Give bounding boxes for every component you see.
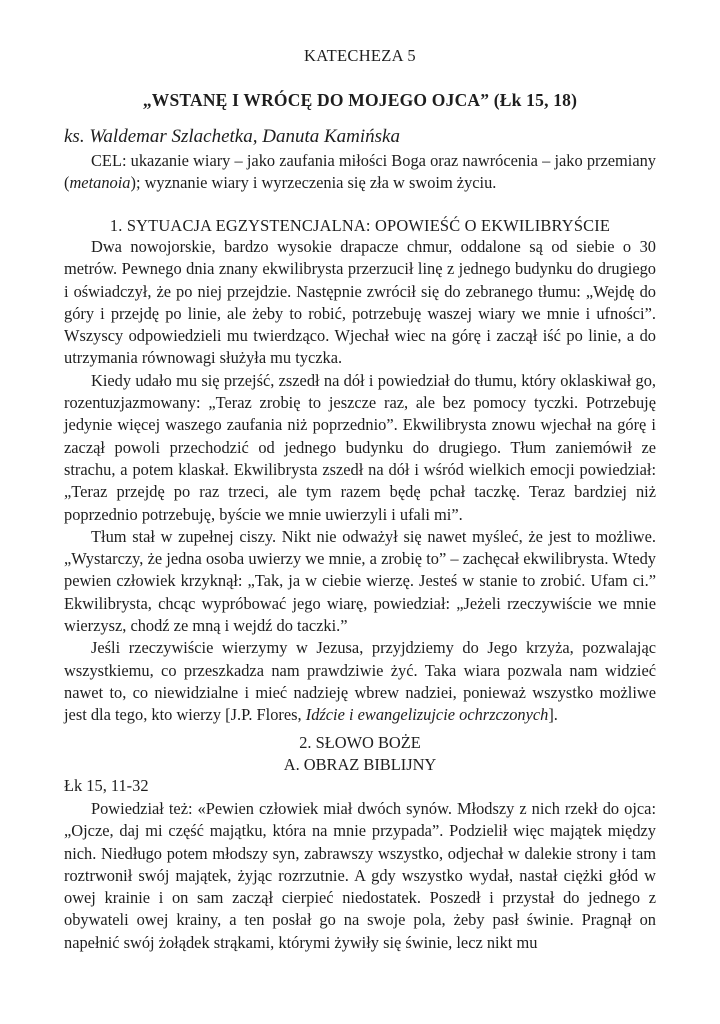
cel-emphasis: metanoia	[69, 173, 131, 193]
running-header: KATECHEZA 5	[304, 46, 416, 65]
section-1-paragraph-4	[64, 637, 656, 726]
p4-text-after: ].	[548, 705, 558, 725]
cel-text-before: CEL: ukazanie wiary – jako zaufania miłości Boga oraz nawrócenia – jako przemiany (	[64, 151, 656, 193]
section-1-paragraph-1: Dwa nowojorskie, bardzo wysokie drapacze chmur, oddalone są od siebie o 30 metrów. Pewnego dnia znany ekwilibrysta przerzucił linę z jednego budynku do drugiego i oświadczył, że po niej przejdzie. Następnie zwrócił się do zebranego tłumu: „Wejdę do góry i przejdę po linie, ale żeby to robić, potrzebuję waszej wiary we mnie i ufności”. Wszyscy odpowiedzieli mu twierdząco. Wjechał wiec na górę i zaczął iść po linie, a do utrzymania równowagi służyła mu tyczka.	[64, 237, 656, 368]
p4-text-before: Jeśli rzeczywiście wierzymy w Jezusa, przyjdziemy do Jego krzyża, pozwalając wszystkiemu, co przeszkadza nam prawdziwie żyć. Taka wiara pozwala nam widzieć nawet to, co niewidzialne i mieć nadzieję wbrew nadziei, ponieważ wszystko możliwe jest dla tego, kto wierzy [J.P. Flores,	[64, 638, 656, 725]
section-1-heading: 1. SYTUACJA EGZYSTENCJALNA: OPOWIEŚĆ O EKWILIBRYŚCIE	[109, 216, 611, 235]
authors-line: ks. Waldemar Szlachetka, Danuta Kamińska	[64, 126, 400, 147]
bible-reference: Łk 15, 11-32	[64, 776, 149, 795]
section-2-paragraph-1: Powiedział też: «Pewien człowiek miał dwóch synów. Młodszy z nich rzekł do ojca: „Ojcze, daj mi część majątku, która na mnie przypada”. Podzielił więc majątek między nich. Niedługo potem młodszy syn, zabrawszy wszystko, odjechał w dalekie strony i tam roztrwonił swój majątek, żyjąc rozrzutnie. A gdy wszystko wydał, nastał ciężki głód w owej krainie i on sam zaczął cierpieć niedostatek. Poszedł i przystał do jednego z obywateli owej krainy, a ten posłał go na swoje pola, żeby pasł świnie. Pragnął on napełnić swój żołądek strąkami, którymi żywiły się świnie, lecz nikt mu	[64, 799, 656, 952]
section-2-heading-block	[64, 732, 656, 776]
cel-paragraph	[64, 150, 656, 195]
p4-book-title: Idźcie i ewangelizujcie ochrzczonych	[305, 705, 549, 725]
section-2-heading: 2. SŁOWO BOŻE	[299, 733, 421, 752]
section-1-body	[64, 236, 656, 727]
page-title: „WSTANĘ I WRÓCĘ DO MOJEGO OJCA” (Łk 15, 18)	[142, 90, 578, 110]
cel-text-after: ); wyznanie wiary i wyrzeczenia się zła w swoim życiu.	[130, 173, 497, 193]
section-1-paragraph-3: Tłum stał w zupełnej ciszy. Nikt nie odważył się nawet myśleć, że jest to możliwe. „Wystarczy, że jedna osoba uwierzy we mnie, a zrobię to” – zachęcał ekwilibrysta. Wtedy pewien człowiek krzyknął: „Tak, ja w ciebie wierzę. Jesteś w stanie to zrobić. Ufam ci.” Ekwilibrysta, chcąc wypróbować jego wiarę, powiedział: „Jeżeli rzeczywiście we mnie wierzysz, chodź ze mną i wejdź do taczki.”	[64, 526, 656, 636]
section-2-body	[64, 798, 656, 954]
section-2-subheading: A. OBRAZ BIBLIJNY	[283, 755, 437, 774]
section-1-paragraph-2: Kiedy udało mu się przejść, zszedł na dół i powiedział do tłumu, który oklaskiwał go, rozentuzjazmowany: „Teraz zrobię to jeszcze raz, ale bez pomocy tyczki. Potrzebuję jedynie więcej waszego zaufania niż poprzednio”. Ekwilibrysta znowu wjechał na górę i zaczął powoli przechodzić od jednego budynku do drugiego. Tłum zaniemówił ze strachu, a potem klaskał. Ekwilibrysta zszedł na dół i wśród wielkich emocji powiedział: „Teraz przejdę po raz trzeci, ale tym razem będę pchał taczkę. Teraz bardziej niż poprzednio potrzebuję, byście we mnie uwierzyli i ufali mi”.	[64, 370, 656, 524]
